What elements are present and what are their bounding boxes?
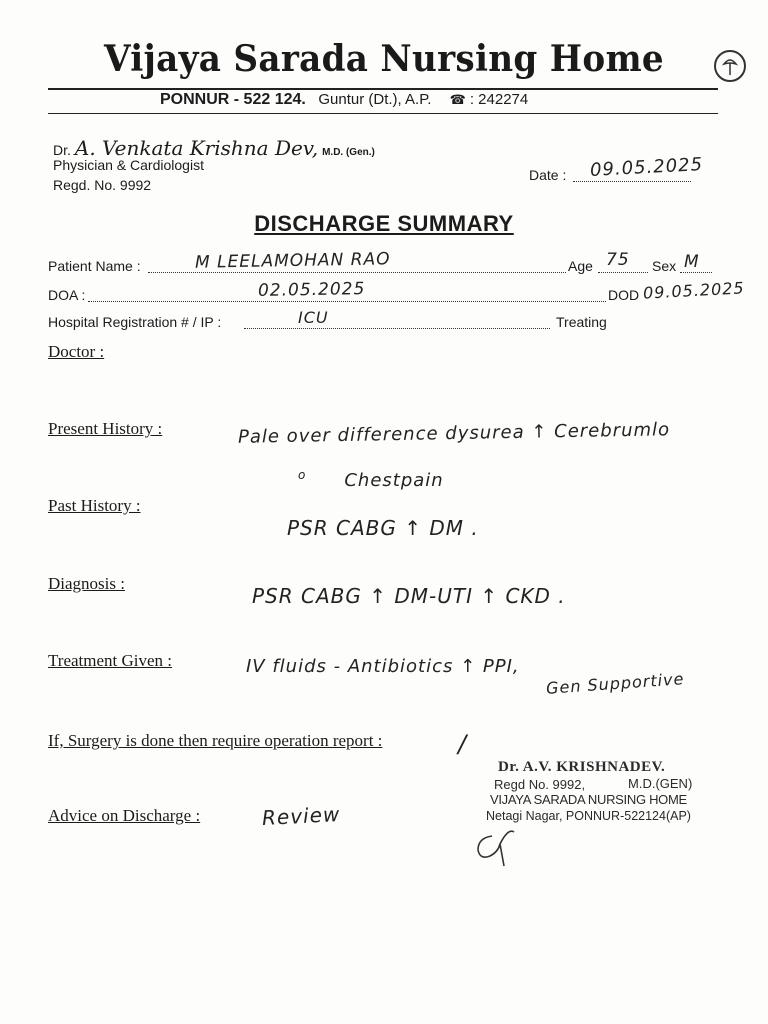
doctor-title: Physician & Cardiologist — [53, 157, 204, 173]
past-history-value: PSR CABG ↑ DM . — [287, 516, 479, 540]
present-history-label: Present History : — [48, 419, 163, 438]
treating-label: Treating — [556, 314, 607, 330]
stamp-doctor-name: Dr. A.V. KRISHNADEV. — [498, 759, 666, 775]
hospital-city: PONNUR - 522 124. — [160, 91, 306, 108]
registration-dots — [244, 328, 550, 329]
sex-label: Sex — [652, 258, 677, 274]
hospital-district: Guntur (Dt.), A.P. — [318, 91, 432, 108]
stamp-address: Netagi Nagar, PONNUR-522124(AP) — [486, 809, 691, 823]
registration-value: ICU — [298, 308, 329, 327]
dod-value: 09.05.2025 — [642, 278, 746, 303]
hospital-logo-icon — [714, 50, 746, 82]
stamp-regd: Regd No. 9992, — [494, 777, 586, 792]
hospital-phone: : 242274 — [469, 91, 529, 108]
age-dots — [598, 272, 648, 273]
doctor-signature — [470, 822, 530, 868]
date-dots — [573, 181, 691, 182]
advice-label: Advice on Discharge : — [48, 806, 201, 825]
patient-name-label: Patient Name : — [48, 258, 141, 274]
hospital-name: Vijaya Sarada Nursing Home — [104, 38, 664, 80]
stamp-hospital: VIJAYA SARADA NURSING HOME — [490, 792, 687, 807]
doa-dots — [88, 301, 606, 302]
doctor-section-label: Doctor : — [48, 342, 105, 361]
dod-label: DOD — [608, 287, 640, 303]
hospital-address — [160, 91, 528, 109]
doa-label: DOA : — [48, 287, 86, 303]
advice-value: Review — [261, 801, 341, 831]
doctor-prefix: Dr. — [53, 142, 71, 158]
stamp-qualification: M.D.(GEN) — [628, 776, 693, 791]
sex-value: M — [684, 252, 700, 272]
treatment-value-1: IV fluids - Antibiotics ↑ PPI, — [246, 656, 520, 677]
treatment-value-2: Gen Supportive — [545, 669, 685, 698]
patient-name-value: M LEELAMOHAN RAO — [194, 249, 391, 273]
header-rule-top — [48, 88, 718, 90]
age-label: Age — [568, 258, 593, 274]
age-value: 75 — [606, 250, 630, 270]
doctor-regd: Regd. No. 9992 — [53, 177, 152, 193]
sex-dots — [680, 272, 712, 273]
telephone-icon: ☎ — [449, 92, 466, 107]
present-history-line2: $^o$ Chestpain — [298, 468, 444, 491]
present-history-line1: Pale over difference dysurea ↑ Cerebrumlo — [237, 419, 671, 448]
date-value: 09.05.2025 — [589, 154, 704, 181]
treatment-label: Treatment Given : — [48, 651, 173, 670]
diagnosis-value: PSR CABG ↑ DM-UTI ↑ CKD . — [252, 584, 566, 608]
diagnosis-label: Diagnosis : — [48, 574, 125, 593]
registration-label: Hospital Registration # / IP : — [48, 314, 222, 330]
document-title: DISCHARGE SUMMARY — [254, 211, 514, 236]
doa-value: 02.05.2025 — [257, 279, 366, 301]
date-label: Date : — [529, 167, 567, 183]
doctor-qualification: M.D. (Gen.) — [322, 147, 375, 158]
header-rule-bottom — [48, 113, 718, 114]
surgery-value: / — [458, 730, 468, 758]
doctor-name: A. Venkata Krishna Dev, — [74, 136, 319, 160]
surgery-label: If, Surgery is done then require operation report : — [48, 731, 383, 750]
past-history-label: Past History : — [48, 496, 141, 515]
